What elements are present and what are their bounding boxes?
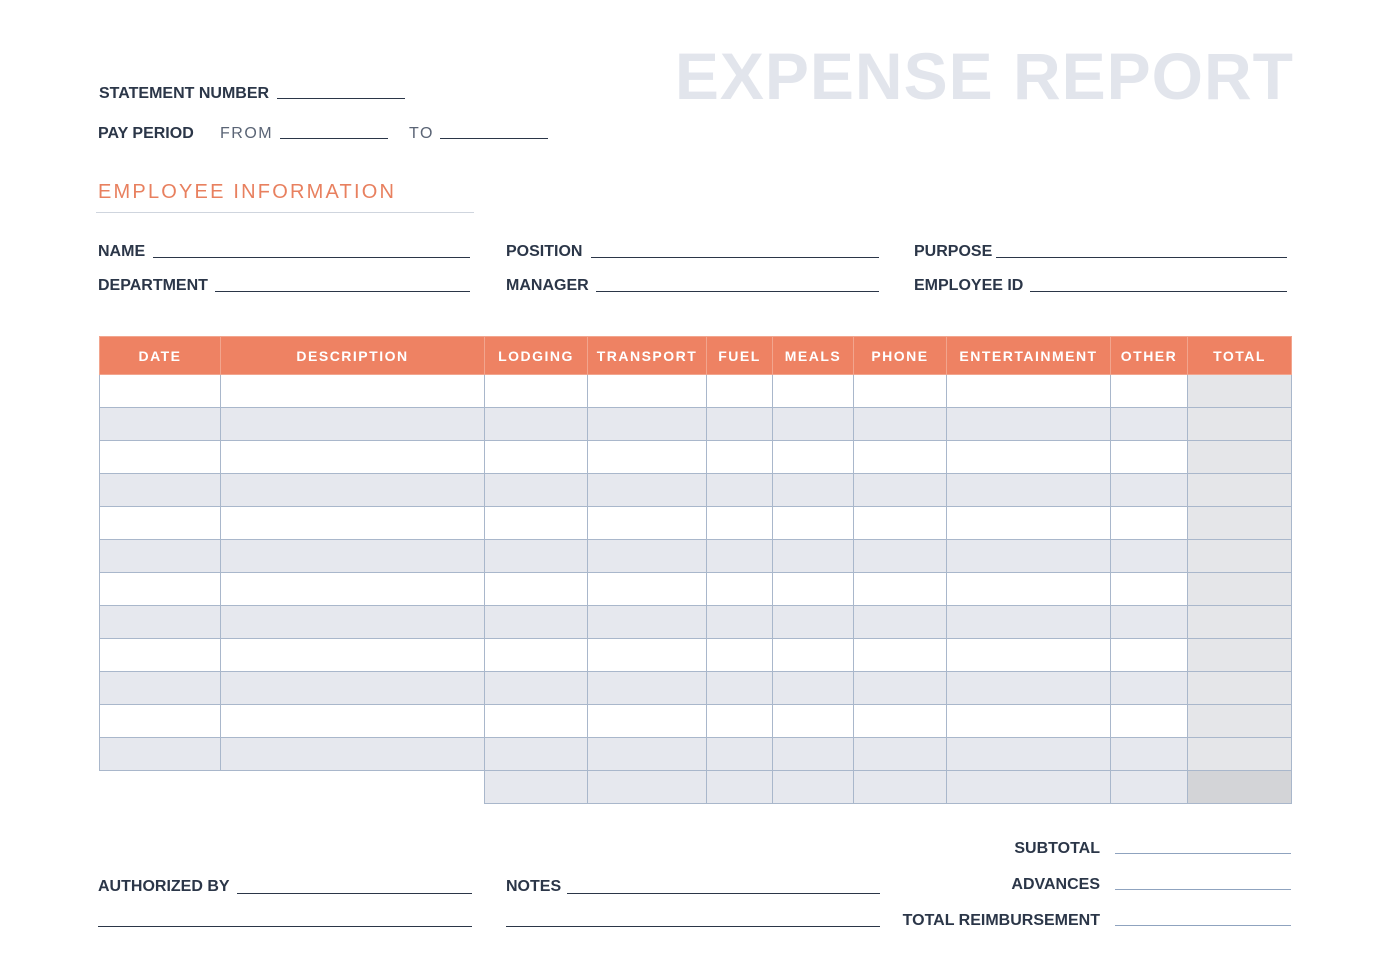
- column-totals-row: [100, 771, 1292, 804]
- statement-number-label: STATEMENT NUMBER: [99, 85, 270, 102]
- notes-label: NOTES: [506, 878, 562, 895]
- table-row: [100, 606, 1292, 639]
- cell-date[interactable]: [100, 606, 221, 639]
- cell-fuel[interactable]: [707, 507, 773, 540]
- table-row: [100, 540, 1292, 573]
- cell-other[interactable]: [1111, 738, 1188, 771]
- cell-transport[interactable]: [588, 573, 707, 606]
- cell-entertainment[interactable]: [947, 507, 1111, 540]
- cell-fuel[interactable]: [707, 441, 773, 474]
- cell-total[interactable]: [1188, 606, 1292, 639]
- cell-entertainment[interactable]: [947, 540, 1111, 573]
- col-header-fuel: FUEL: [707, 337, 773, 375]
- table-header-row: [100, 337, 1292, 375]
- cell-lodging[interactable]: [485, 507, 588, 540]
- cell-total[interactable]: [1188, 375, 1292, 408]
- expense-table: [99, 336, 1292, 804]
- cell-description[interactable]: [221, 375, 485, 408]
- cell-phone[interactable]: [854, 441, 947, 474]
- cell-date[interactable]: [100, 672, 221, 705]
- cell-total[interactable]: [1188, 738, 1292, 771]
- total-reimbursement-label: TOTAL REIMBURSEMENT: [902, 912, 1100, 929]
- cell-transport[interactable]: [588, 408, 707, 441]
- cell-other[interactable]: [1111, 441, 1188, 474]
- cell-transport[interactable]: [588, 507, 707, 540]
- cell-entertainment[interactable]: [947, 408, 1111, 441]
- total-cell-fuel[interactable]: [707, 771, 773, 804]
- cell-total[interactable]: [1188, 540, 1292, 573]
- cell-total[interactable]: [1188, 639, 1292, 672]
- table-row: [100, 474, 1292, 507]
- table-row: [100, 639, 1292, 672]
- cell-fuel[interactable]: [707, 540, 773, 573]
- total-cell-entertainment[interactable]: [947, 771, 1111, 804]
- cell-lodging[interactable]: [485, 375, 588, 408]
- authorized-by-field[interactable]: [237, 893, 472, 894]
- employee-id-label: EMPLOYEE ID: [914, 277, 1024, 294]
- cell-lodging[interactable]: [485, 672, 588, 705]
- cell-meals[interactable]: [773, 639, 854, 672]
- cell-meals[interactable]: [773, 408, 854, 441]
- cell-transport[interactable]: [588, 540, 707, 573]
- col-header-phone: PHONE: [854, 337, 947, 375]
- total-cell-phone[interactable]: [854, 771, 947, 804]
- cell-fuel[interactable]: [707, 408, 773, 441]
- expense-table-body: [100, 375, 1292, 804]
- cell-entertainment[interactable]: [947, 705, 1111, 738]
- name-label: NAME: [98, 243, 146, 260]
- cell-date[interactable]: [100, 441, 221, 474]
- cell-total[interactable]: [1188, 573, 1292, 606]
- cell-fuel[interactable]: [707, 606, 773, 639]
- position-field[interactable]: [591, 257, 879, 258]
- cell-phone[interactable]: [854, 474, 947, 507]
- cell-date[interactable]: [100, 639, 221, 672]
- advances-label: ADVANCES: [1011, 876, 1100, 893]
- cell-transport[interactable]: [588, 606, 707, 639]
- col-header-description: DESCRIPTION: [221, 337, 485, 375]
- cell-transport[interactable]: [588, 441, 707, 474]
- cell-phone[interactable]: [854, 639, 947, 672]
- cell-phone[interactable]: [854, 375, 947, 408]
- table-row: [100, 507, 1292, 540]
- notes-field[interactable]: [567, 893, 880, 894]
- cell-meals[interactable]: [773, 474, 854, 507]
- cell-entertainment[interactable]: [947, 639, 1111, 672]
- statement-number-field[interactable]: [277, 98, 405, 99]
- cell-other[interactable]: [1111, 573, 1188, 606]
- cell-lodging[interactable]: [485, 474, 588, 507]
- cell-transport[interactable]: [588, 639, 707, 672]
- cell-other[interactable]: [1111, 639, 1188, 672]
- manager-field[interactable]: [596, 291, 879, 292]
- cell-lodging[interactable]: [485, 408, 588, 441]
- cell-description[interactable]: [221, 441, 485, 474]
- cell-description[interactable]: [221, 573, 485, 606]
- blank-cell: [100, 771, 221, 804]
- cell-date[interactable]: [100, 573, 221, 606]
- cell-date[interactable]: [100, 507, 221, 540]
- cell-phone[interactable]: [854, 540, 947, 573]
- cell-transport[interactable]: [588, 672, 707, 705]
- pay-period-label: PAY PERIOD: [98, 125, 194, 142]
- cell-description[interactable]: [221, 672, 485, 705]
- cell-meals[interactable]: [773, 606, 854, 639]
- cell-meals[interactable]: [773, 573, 854, 606]
- from-date-field[interactable]: [280, 138, 388, 139]
- cell-other[interactable]: [1111, 672, 1188, 705]
- cell-date[interactable]: [100, 705, 221, 738]
- col-header-transport: TRANSPORT: [588, 337, 707, 375]
- cell-phone[interactable]: [854, 738, 947, 771]
- cell-date[interactable]: [100, 408, 221, 441]
- cell-fuel[interactable]: [707, 639, 773, 672]
- cell-phone[interactable]: [854, 705, 947, 738]
- total-cell-transport[interactable]: [588, 771, 707, 804]
- col-header-lodging: LODGING: [485, 337, 588, 375]
- cell-meals[interactable]: [773, 672, 854, 705]
- cell-total[interactable]: [1188, 474, 1292, 507]
- cell-lodging[interactable]: [485, 705, 588, 738]
- advances-field[interactable]: [1115, 889, 1291, 890]
- cell-phone[interactable]: [854, 573, 947, 606]
- cell-phone[interactable]: [854, 672, 947, 705]
- subtotal-label: SUBTOTAL: [1014, 840, 1100, 857]
- department-field[interactable]: [215, 291, 470, 292]
- total-cell-lodging[interactable]: [485, 771, 588, 804]
- cell-total[interactable]: [1188, 441, 1292, 474]
- cell-phone[interactable]: [854, 408, 947, 441]
- cell-meals[interactable]: [773, 507, 854, 540]
- cell-transport[interactable]: [588, 375, 707, 408]
- to-date-field[interactable]: [440, 138, 548, 139]
- col-header-total: TOTAL: [1188, 337, 1292, 375]
- cell-fuel[interactable]: [707, 474, 773, 507]
- cell-phone[interactable]: [854, 606, 947, 639]
- cell-other[interactable]: [1111, 408, 1188, 441]
- cell-date[interactable]: [100, 738, 221, 771]
- cell-fuel[interactable]: [707, 672, 773, 705]
- cell-description[interactable]: [221, 408, 485, 441]
- cell-other[interactable]: [1111, 507, 1188, 540]
- cell-fuel[interactable]: [707, 705, 773, 738]
- cell-description[interactable]: [221, 639, 485, 672]
- authorized-by-label: AUTHORIZED BY: [98, 878, 230, 895]
- cell-entertainment[interactable]: [947, 573, 1111, 606]
- total-reimbursement-field[interactable]: [1115, 925, 1291, 926]
- to-label: TO: [409, 125, 434, 142]
- cell-fuel[interactable]: [707, 375, 773, 408]
- table-row: [100, 441, 1292, 474]
- cell-meals[interactable]: [773, 375, 854, 408]
- purpose-label: PURPOSE: [914, 243, 993, 260]
- cell-fuel[interactable]: [707, 573, 773, 606]
- manager-label: MANAGER: [506, 277, 589, 294]
- purpose-field[interactable]: [996, 257, 1287, 258]
- from-label: FROM: [220, 125, 274, 142]
- notes-field-line-2[interactable]: [506, 926, 880, 927]
- cell-meals[interactable]: [773, 540, 854, 573]
- cell-entertainment[interactable]: [947, 375, 1111, 408]
- employee-id-field[interactable]: [1030, 291, 1287, 292]
- table-row: [100, 408, 1292, 441]
- cell-fuel[interactable]: [707, 738, 773, 771]
- subtotal-field[interactable]: [1115, 853, 1291, 854]
- col-header-other: OTHER: [1111, 337, 1188, 375]
- cell-date[interactable]: [100, 375, 221, 408]
- cell-total[interactable]: [1188, 672, 1292, 705]
- cell-total[interactable]: [1188, 408, 1292, 441]
- page-title: EXPENSE REPORT: [674, 39, 1294, 113]
- col-header-date: DATE: [100, 337, 221, 375]
- name-field[interactable]: [153, 257, 470, 258]
- cell-date[interactable]: [100, 540, 221, 573]
- cell-total[interactable]: [1188, 507, 1292, 540]
- table-row: [100, 738, 1292, 771]
- blank-cell: [221, 771, 485, 804]
- total-cell-meals[interactable]: [773, 771, 854, 804]
- cell-other[interactable]: [1111, 705, 1188, 738]
- cell-other[interactable]: [1111, 606, 1188, 639]
- cell-transport[interactable]: [588, 705, 707, 738]
- cell-entertainment[interactable]: [947, 606, 1111, 639]
- col-header-entertainment: ENTERTAINMENT: [947, 337, 1111, 375]
- cell-description[interactable]: [221, 606, 485, 639]
- table-row: [100, 705, 1292, 738]
- cell-description[interactable]: [221, 507, 485, 540]
- position-label: POSITION: [506, 243, 583, 260]
- cell-lodging[interactable]: [485, 738, 588, 771]
- cell-total[interactable]: [1188, 705, 1292, 738]
- cell-description[interactable]: [221, 474, 485, 507]
- cell-lodging[interactable]: [485, 441, 588, 474]
- cell-lodging[interactable]: [485, 573, 588, 606]
- cell-entertainment[interactable]: [947, 738, 1111, 771]
- total-cell-other[interactable]: [1111, 771, 1188, 804]
- cell-description[interactable]: [221, 705, 485, 738]
- cell-description[interactable]: [221, 738, 485, 771]
- employee-information-heading: EMPLOYEE INFORMATION: [98, 181, 397, 203]
- cell-entertainment[interactable]: [947, 441, 1111, 474]
- cell-transport[interactable]: [588, 474, 707, 507]
- table-row: [100, 573, 1292, 606]
- authorized-by-field-line-2[interactable]: [98, 926, 472, 927]
- cell-entertainment[interactable]: [947, 672, 1111, 705]
- cell-other[interactable]: [1111, 474, 1188, 507]
- cell-meals[interactable]: [773, 738, 854, 771]
- cell-date[interactable]: [100, 474, 221, 507]
- table-row: [100, 375, 1292, 408]
- cell-description[interactable]: [221, 540, 485, 573]
- cell-lodging[interactable]: [485, 540, 588, 573]
- cell-lodging[interactable]: [485, 639, 588, 672]
- department-label: DEPARTMENT: [98, 277, 208, 294]
- cell-meals[interactable]: [773, 705, 854, 738]
- cell-meals[interactable]: [773, 441, 854, 474]
- col-header-meals: MEALS: [773, 337, 854, 375]
- cell-transport[interactable]: [588, 738, 707, 771]
- cell-entertainment[interactable]: [947, 474, 1111, 507]
- cell-lodging[interactable]: [485, 606, 588, 639]
- cell-phone[interactable]: [854, 507, 947, 540]
- total-cell-total[interactable]: [1188, 771, 1292, 804]
- cell-other[interactable]: [1111, 540, 1188, 573]
- table-row: [100, 672, 1292, 705]
- section-divider: [96, 212, 474, 213]
- cell-other[interactable]: [1111, 375, 1188, 408]
